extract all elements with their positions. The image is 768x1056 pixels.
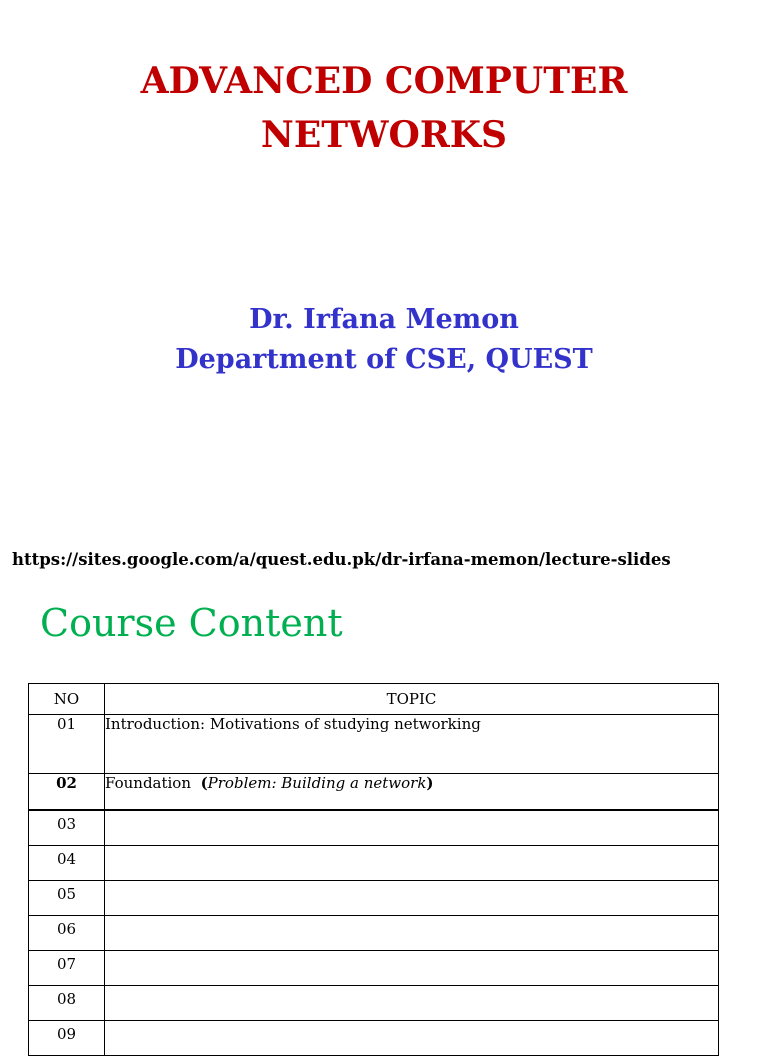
header-no: NO — [29, 684, 105, 715]
author-department: Department of CSE, QUEST — [175, 344, 593, 375]
row-topic — [105, 774, 719, 811]
table-row — [29, 810, 719, 846]
row-number: 08 — [29, 986, 105, 1021]
header-topic: TOPIC — [105, 684, 719, 715]
row-number: 09 — [29, 1021, 105, 1056]
row-topic — [105, 951, 719, 986]
row-number: 07 — [29, 951, 105, 986]
row-topic — [105, 986, 719, 1021]
row-number: 06 — [29, 916, 105, 951]
row-number: 03 — [29, 810, 105, 846]
table-row — [29, 951, 719, 986]
row-number: 04 — [29, 846, 105, 881]
row-topic — [105, 810, 719, 846]
slide-title — [0, 54, 768, 162]
author-block — [0, 300, 768, 380]
section-heading: Course Content — [40, 601, 343, 645]
topic-main: Foundation — [105, 774, 192, 792]
table-row — [29, 986, 719, 1021]
course-content-table — [28, 683, 719, 1056]
row-topic: Introduction: Motivations of studying networking — [105, 715, 719, 774]
row-number: 05 — [29, 881, 105, 916]
title-line-2: NETWORKS — [260, 114, 508, 156]
row-number: 01 — [29, 715, 105, 774]
table-row — [29, 1021, 719, 1056]
table-row — [29, 916, 719, 951]
row-topic — [105, 1021, 719, 1056]
title-line-1: ADVANCED COMPUTER — [140, 60, 628, 102]
row-topic — [105, 916, 719, 951]
lecture-slides-link[interactable]: https://sites.google.com/a/quest.edu.pk/dr-irfana-memon/lecture-slides — [12, 550, 671, 569]
row-number: 02 — [29, 774, 105, 811]
topic-detail: Problem: Building a network — [207, 774, 427, 792]
table-row — [29, 715, 719, 774]
author-name: Dr. Irfana Memon — [249, 304, 519, 335]
table-header-row — [29, 684, 719, 715]
table-row — [29, 846, 719, 881]
table-row — [29, 774, 719, 811]
row-topic — [105, 881, 719, 916]
table-row — [29, 881, 719, 916]
topic-open-paren: ( — [200, 774, 208, 792]
topic-close-paren: ) — [426, 774, 434, 792]
row-topic — [105, 846, 719, 881]
